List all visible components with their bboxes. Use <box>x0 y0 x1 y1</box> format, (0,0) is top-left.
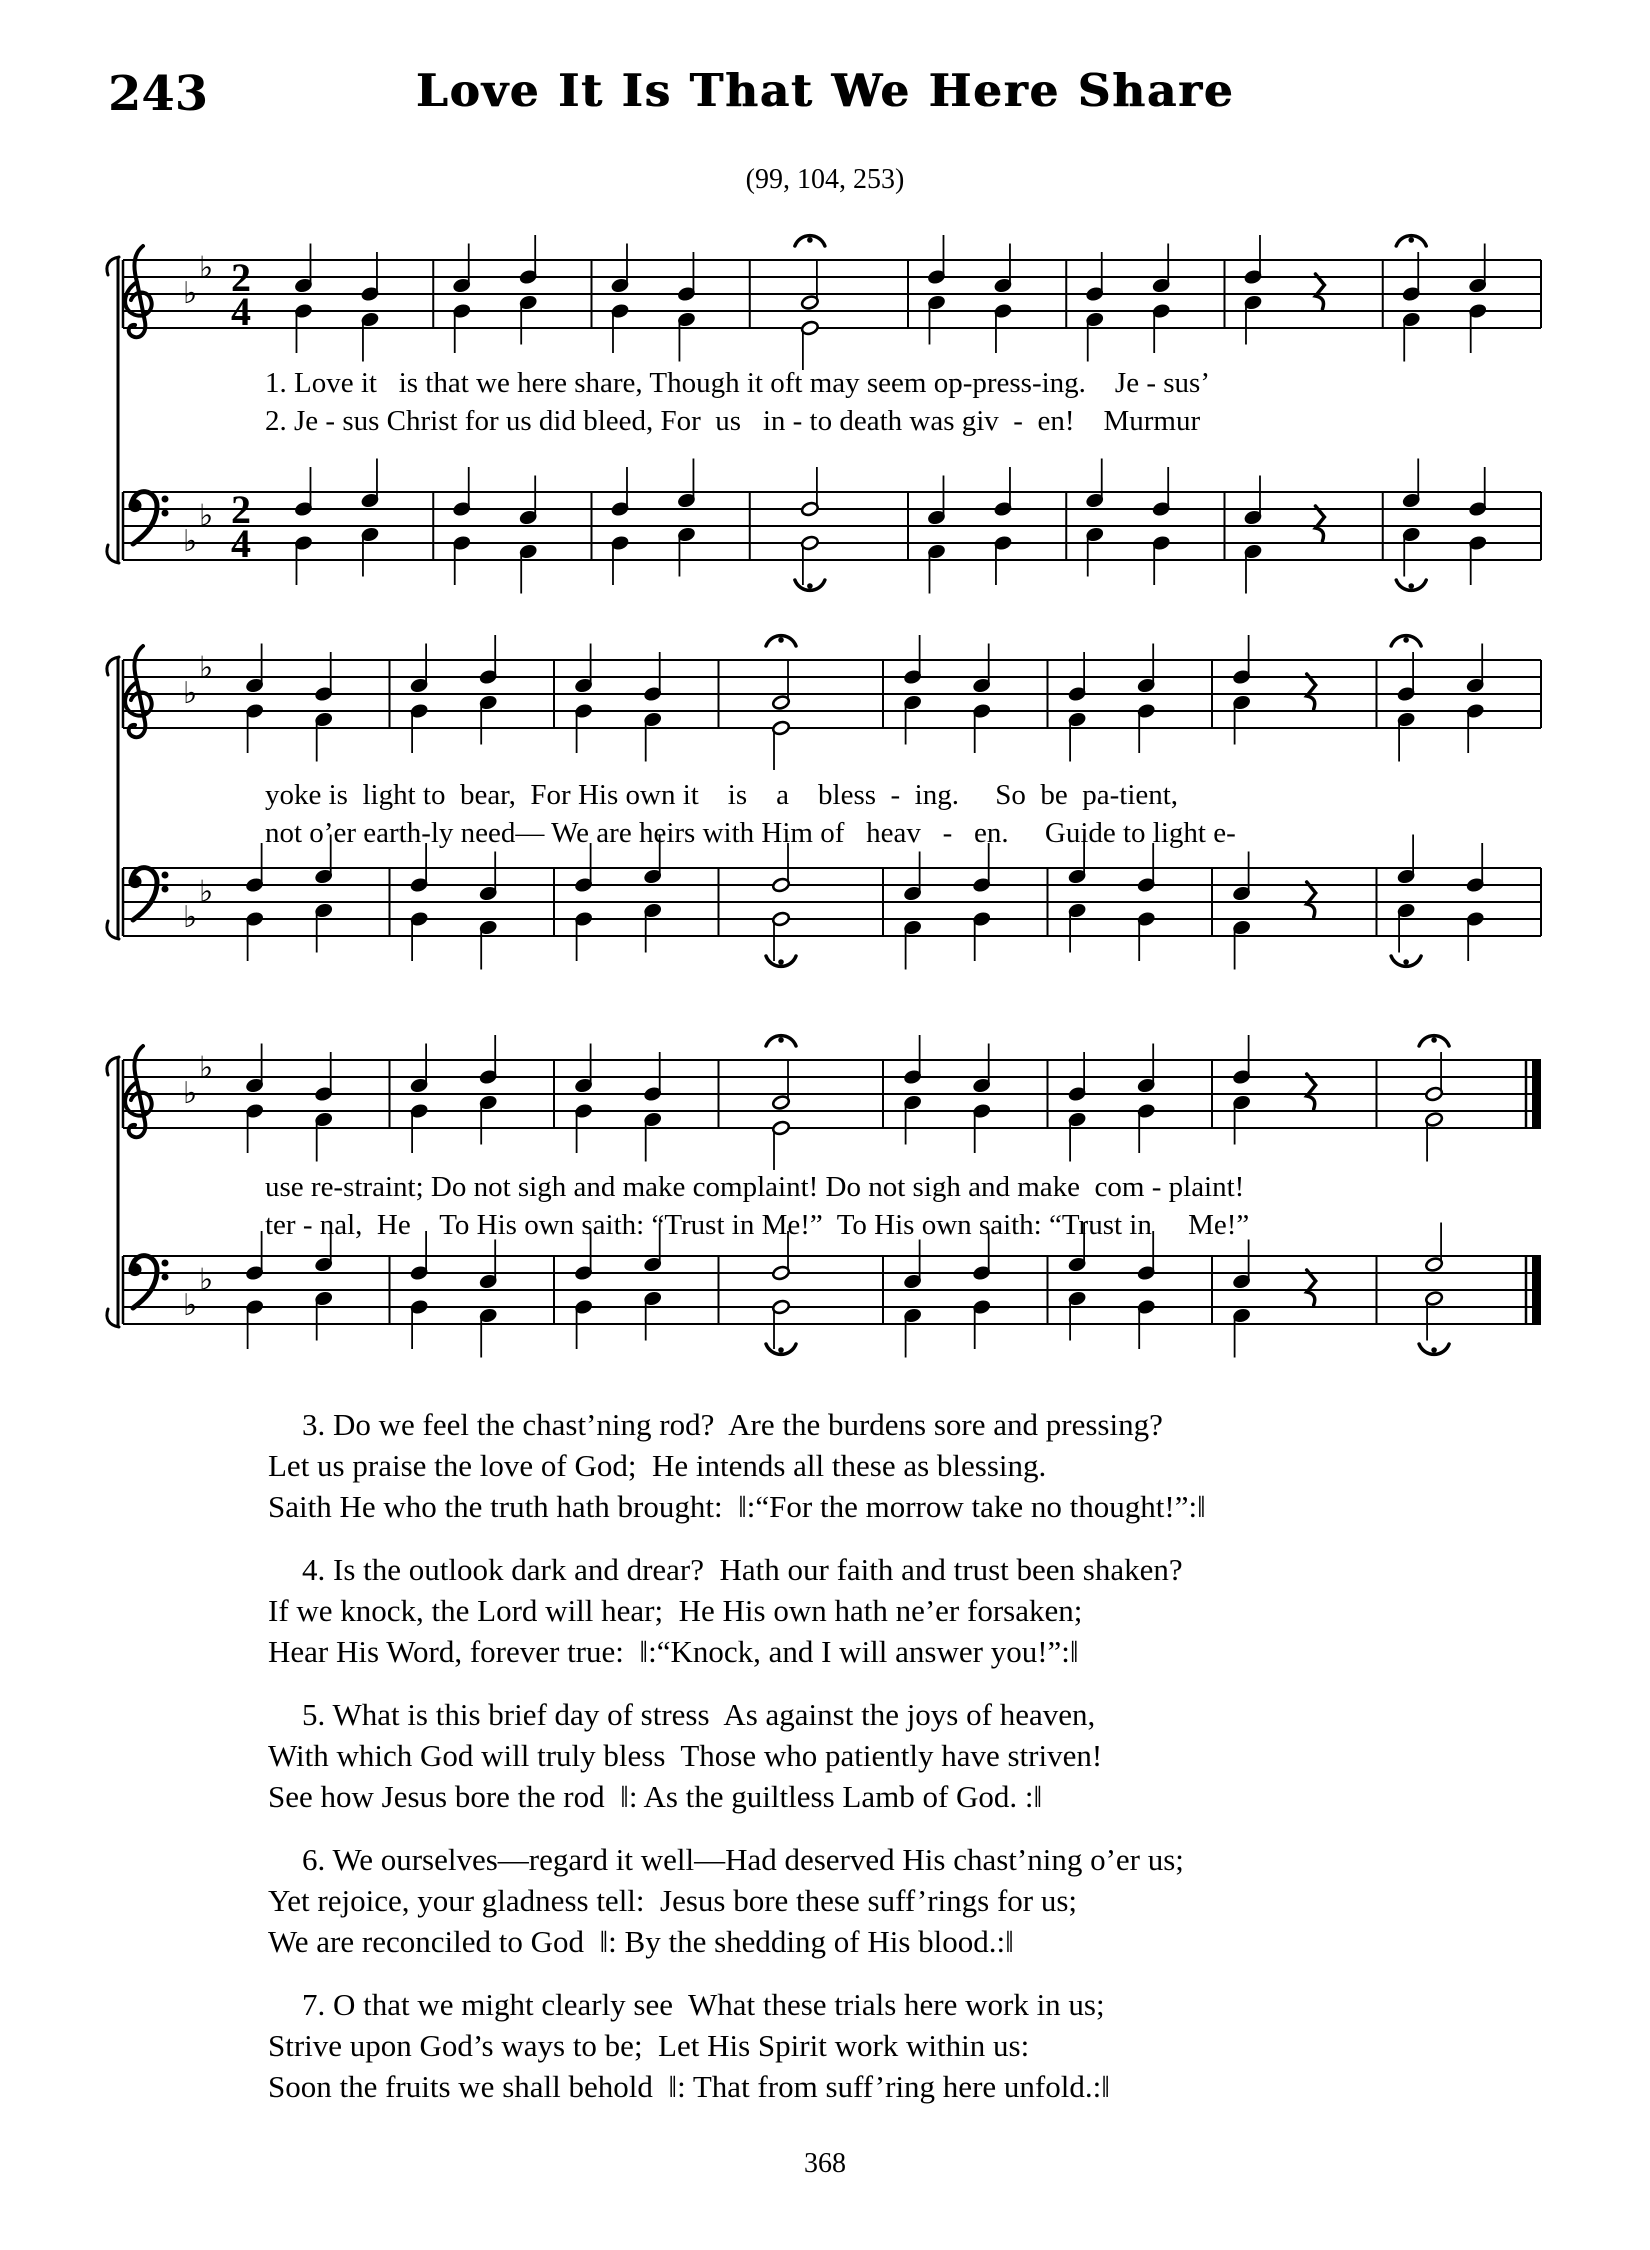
svg-text:4: 4 <box>231 289 251 334</box>
verse-5 <box>268 1694 1468 1817</box>
lyric-line-verse1: use re-straint; Do not sigh and make complaint! Do not sigh and make com - plaint! <box>265 1171 1245 1203</box>
svg-text:♭: ♭ <box>199 1262 214 1298</box>
lyric-line-verse1: yoke is light to bear, For His own it is a bless - ing. So be pa-tient, <box>265 779 1179 811</box>
verse-line: With which God will truly bless Those who patiently have striven! <box>268 1738 1103 1773</box>
verses-block <box>268 1404 1468 2129</box>
svg-text:♭: ♭ <box>183 524 198 559</box>
tune-reference: (99, 104, 253) <box>745 164 905 195</box>
svg-text:♭: ♭ <box>199 1050 214 1086</box>
lyric-line-verse2: 2. Je - sus Christ for us did bleed, For us in - to death was giv - en! Murmur <box>265 405 1201 437</box>
verse-line: 6. We ourselves—regard it well—Had deserved His chast’ning o’er us; <box>302 1842 1184 1877</box>
verse-line: If we knock, the Lord will hear; He His own hath ne’er forsaken; <box>268 1593 1083 1628</box>
svg-text:♭: ♭ <box>183 900 198 935</box>
verse-line: 5. What is this brief day of stress As against the joys of heaven, <box>302 1697 1096 1732</box>
lyric-line-verse2: ter - nal, He To His own saith: “Trust in Me!” To His own saith: “Trust in Me!” <box>265 1209 1250 1241</box>
svg-text:2: 2 <box>231 487 251 532</box>
lyric-line-verse1: 1. Love it is that we here share, Though it oft may seem op-press-ing. Je - sus’ <box>265 367 1210 399</box>
verse-line: 7. O that we might clearly see What these trials here work in us; <box>302 1987 1105 2022</box>
verse-line: Soon the fruits we shall behold ‖: That from suff’ring here unfold.:‖ <box>268 2069 1110 2104</box>
verse-line: We are reconciled to God ‖: By the shedding of His blood.:‖ <box>268 1924 1014 1959</box>
bass-staff <box>105 1194 1550 1364</box>
svg-text:♭: ♭ <box>183 676 198 711</box>
page-number: 368 <box>804 2148 846 2179</box>
svg-text:♭: ♭ <box>199 874 214 910</box>
verse-line: 4. Is the outlook dark and drear? Hath our faith and trust been shaken? <box>302 1552 1183 1587</box>
verse-3 <box>268 1404 1468 1527</box>
svg-text:4: 4 <box>231 521 251 566</box>
verse-line: Hear His Word, forever true: ‖:“Knock, and I will answer you!”:‖ <box>268 1634 1079 1669</box>
verse-line: Let us praise the love of God; He intends all these as blessing. <box>268 1448 1047 1483</box>
svg-text:♭: ♭ <box>183 276 198 311</box>
verse-line: Strive upon God’s ways to be; Let His Spirit work within us: <box>268 2028 1030 2063</box>
svg-text:2: 2 <box>231 255 251 300</box>
svg-text:♭: ♭ <box>183 1288 198 1323</box>
lyric-line-verse2: not o’er earth-ly need— We are heirs with Him of heav - en. Guide to light e- <box>265 817 1236 849</box>
verse-6 <box>268 1839 1468 1962</box>
hymn-number: 243 <box>108 66 209 122</box>
verse-7 <box>268 1984 1468 2107</box>
hymn-title: Love It Is That We Here Share <box>415 64 1235 117</box>
svg-text:♭: ♭ <box>183 1076 198 1111</box>
verse-line: See how Jesus bore the rod ‖: As the guiltless Lamb of God. :‖ <box>268 1779 1043 1814</box>
svg-text:♭: ♭ <box>199 250 214 286</box>
treble-staff <box>105 998 1550 1158</box>
bass-staff <box>105 430 1550 600</box>
verse-line: Saith He who the truth hath brought: ‖:“For the morrow take no thought!”:‖ <box>268 1489 1206 1524</box>
svg-text:♭: ♭ <box>199 650 214 686</box>
svg-text:♭: ♭ <box>199 498 214 534</box>
treble-staff <box>105 198 1550 358</box>
treble-staff <box>105 598 1550 758</box>
verse-4 <box>268 1549 1468 1672</box>
verse-line: Yet rejoice, your gladness tell: Jesus bore these suff’rings for us; <box>268 1883 1078 1918</box>
bass-staff <box>105 806 1550 976</box>
verse-line: 3. Do we feel the chast’ning rod? Are the burdens sore and pressing? <box>302 1407 1163 1442</box>
